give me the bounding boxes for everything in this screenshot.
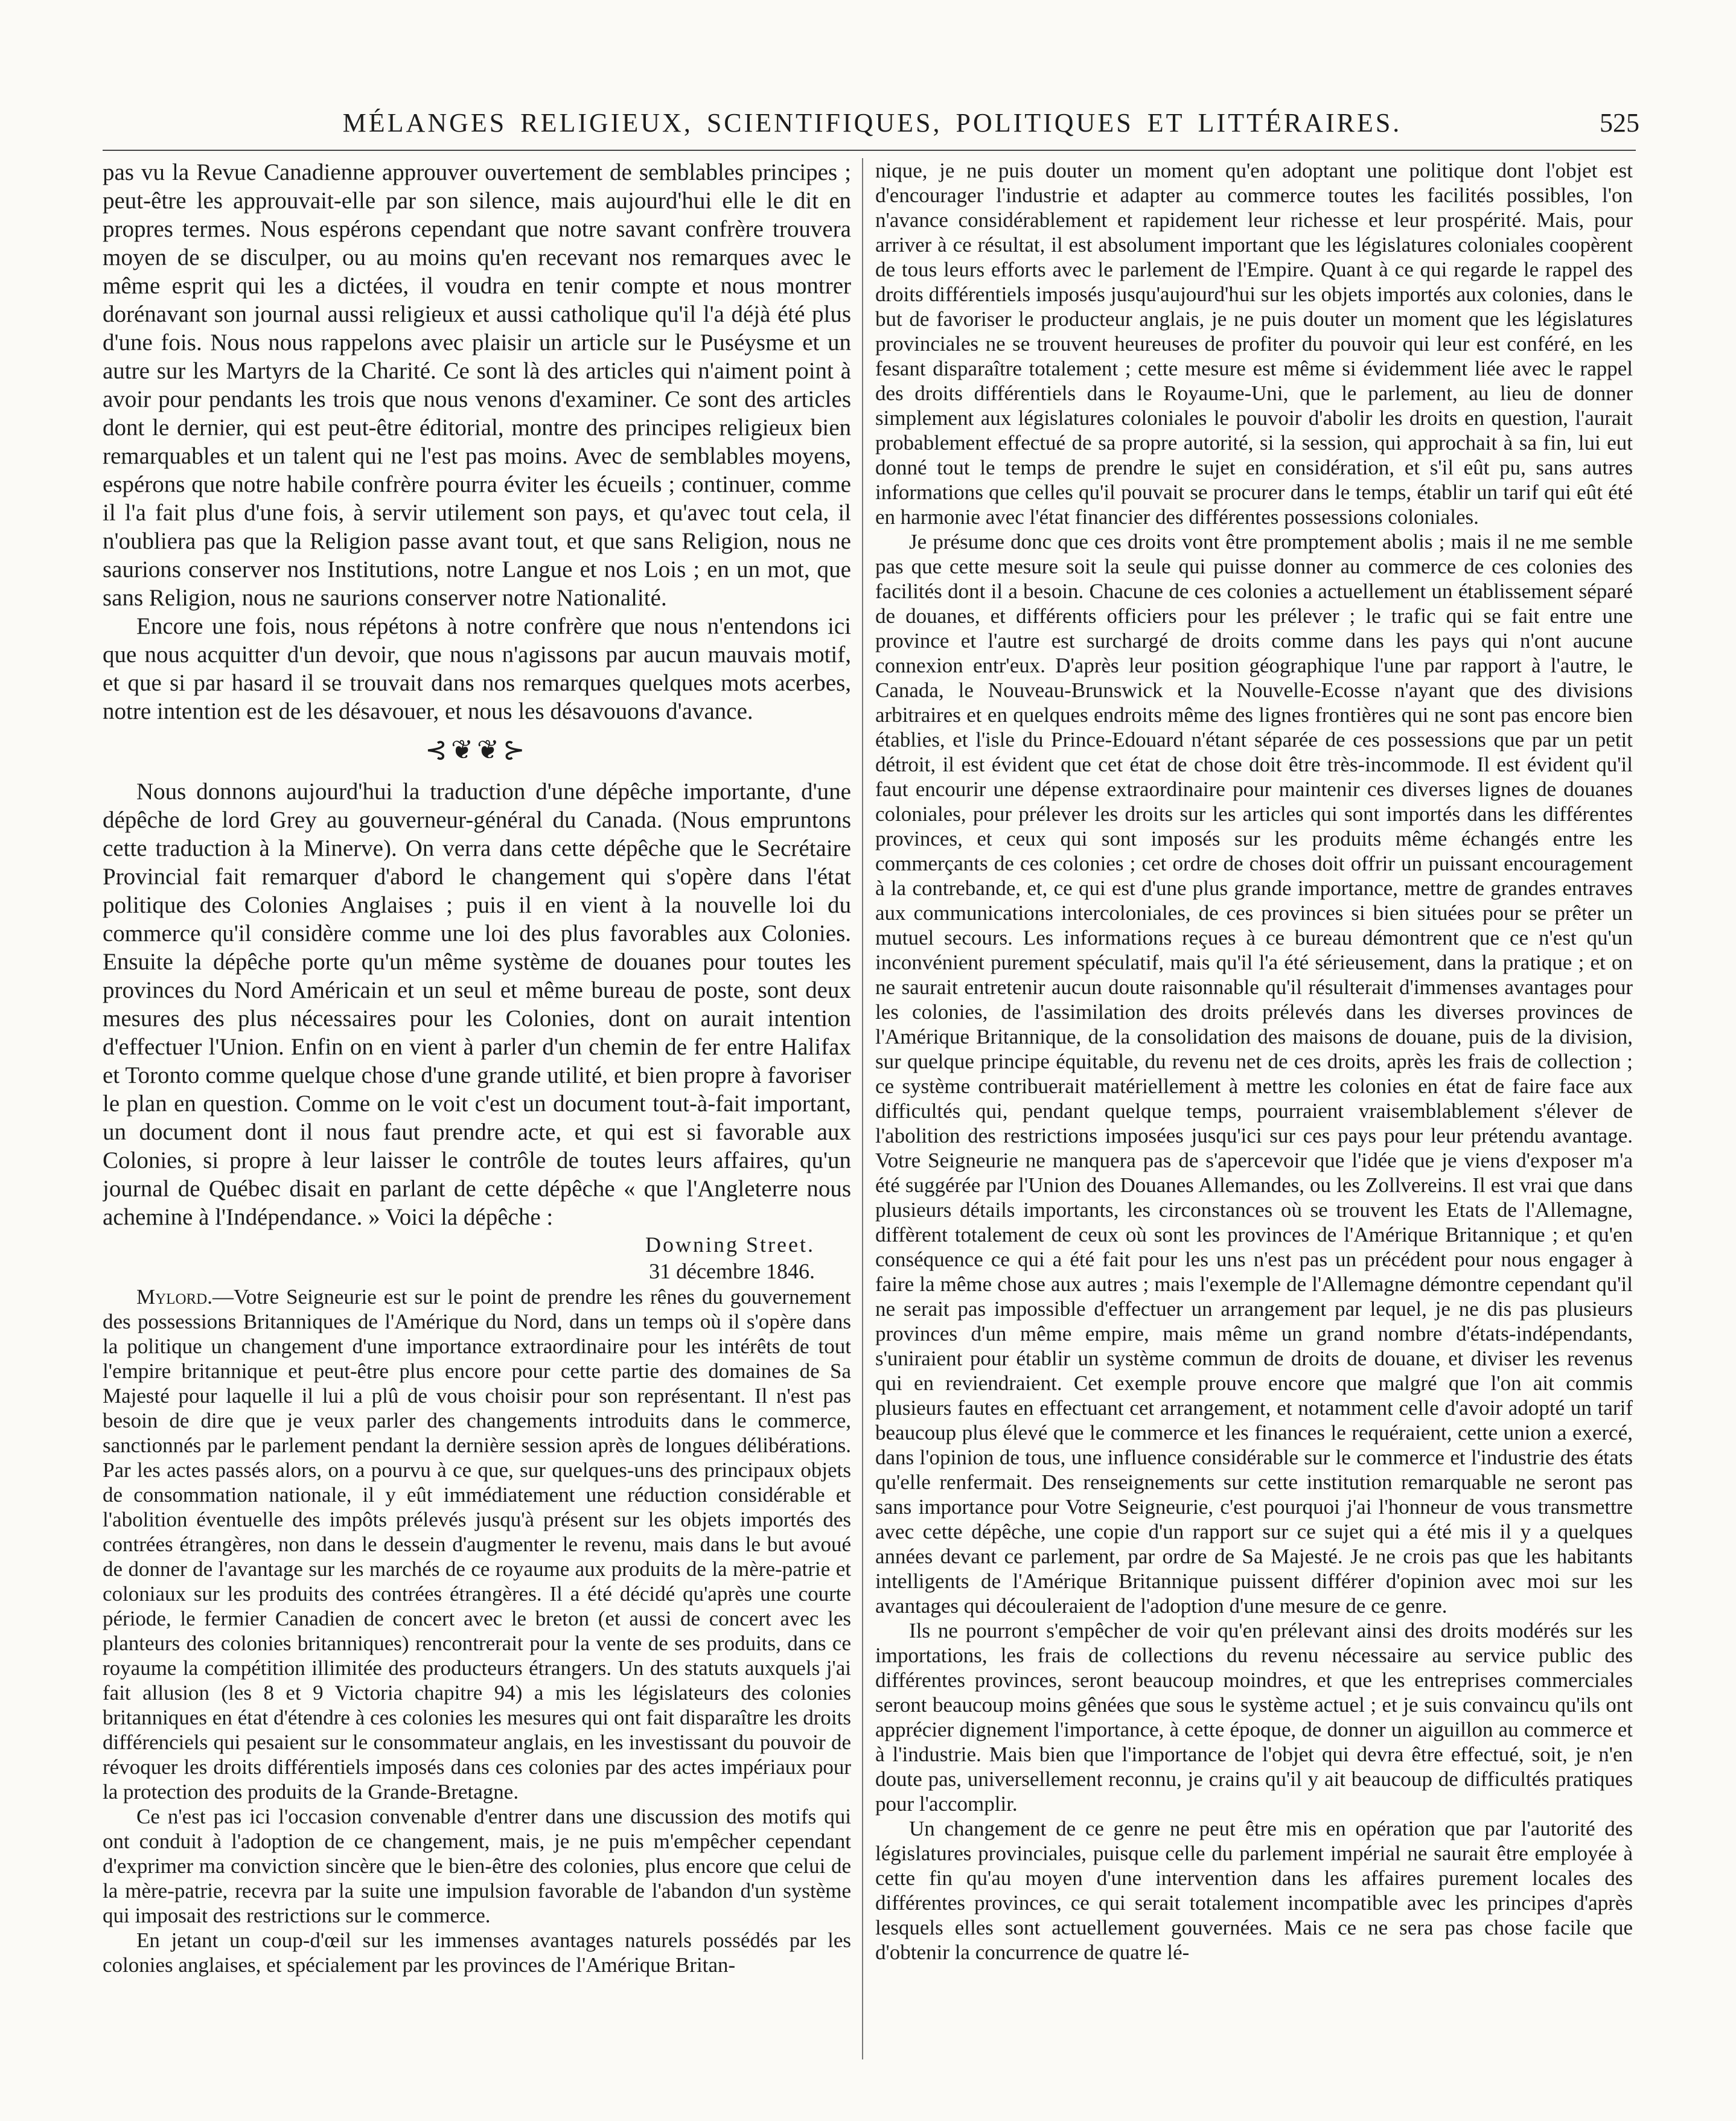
- right-column: [875, 158, 1633, 2059]
- dispatch-intro-paragraph: Nous donnons aujourd'hui la traduction d'une dépêche importante, d'une dépêche de lord Grey au gouverneur-général du Canada. (Nous empruntons cette traduction à la Minerve). On verra dans cette dépêche que le Secrétaire Provincial fait remarquer d'abord le changement qui s'opère dans l'état politique des Colonies Anglaises ; puis il en vient à la nouvelle loi du commerce qu'il considère comme une loi des plus favorables aux Colonies. Ensuite la dépêche porte qu'un même système de douanes pour toutes les provinces du Nord Américain et un seul et même bureau de poste, sont deux mesures des plus nécessaires pour les Colonies, dont on aurait intention d'effectuer l'Union. Enfin on en vient à parler d'un chemin de fer entre Halifax et Toronto comme quelque chose d'une grande utilité, et bien propre à favoriser le plan en question. Comme on le voit c'est un document tout-à-fait important, un document dont il nous faut prendre acte, et qui est si favorable aux Colonies, si propre à leur laisser le contrôle de toutes leurs affaires, qu'un journal de Québec disait en parlant de cette dépêche « que l'Angleterre nous achemine à l'Indépendance. » Voici la dépêche :: [103, 779, 851, 1230]
- letter-paragraph: Ce n'est pas ici l'occasion convenable d'entrer dans une discussion des motifs qui ont conduit à l'adoption de ce changement, mais, je ne puis m'empêcher cependant d'exprimer ma conviction sincère que le bien-être des colonies, plus encore que celui de la mère-patrie, recevra par la suite une impulsion favorable de l'abandon d'un système qui imposait des restrictions sur le commerce.: [103, 1805, 851, 1927]
- column-divider: [862, 158, 863, 2059]
- article-paragraph: pas vu la Revue Canadienne approuver ouvertement de semblables principes ; peut-être les approuvait-elle par son silence, mais aujourd'hui elle le dit en propres termes. Nous espérons cependant que notre savant confrère trouvera moyen de se disculper, ou au moins qu'en recevant nos remarques avec le même esprit qui les a dictées, il voudra en tenir compte et nous montrer dorénavant son journal aussi religieux et aussi catholique qu'il l'a déjà été plus d'une fois. Nous nous rappelons avec plaisir un article sur le Puséysme et un autre sur les Martyrs de la Charité. Ce sont là des articles qui n'aiment point à avoir pour pendants les trois que nous venons d'examiner. Ce sont des articles dont le dernier, qui est peut-être éditorial, montre des principes religieux bien remarquables et un talent qui ne l'est pas moins. Avec de semblables moyens, espérons que notre habile confrère pourra éviter les écueils ; continuer, comme il l'a fait plus d'une fois, à servir utilement son pays, et qu'avec tout cela, il n'oubliera pas que la Religion passe avant tout, et que sans Religion, nous ne saurions conserver nos Institutions, notre Langue et nos Lois ; en un mot, que sans Religion, nous ne saurions conserver notre Nationalité.: [103, 159, 851, 611]
- letter-paragraph: En jetant un coup-d'œil sur les immenses avantages naturels possédés par les colonies anglaises, et spécialement par les provinces de l'Amérique Britan-: [103, 1928, 851, 1977]
- dateline-place: Downing Street.: [645, 1233, 815, 1257]
- page-number: 525: [1600, 108, 1639, 138]
- salutation: Mylord.: [136, 1285, 212, 1309]
- section-ornament: ⊰❦❦⊱: [425, 735, 529, 765]
- running-title: MÉLANGES RELIGIEUX, SCIENTIFIQUES, POLITIQUES ET LITTÉRAIRES.: [342, 108, 1402, 138]
- letter-paragraph: Je présume donc que ces droits vont être promptement abolis ; mais il ne me semble pas que cette mesure soit la seule qui puisse donner au commerce de ces colonies des facilités dont il a besoin. Chacune de ces colonies a actuellement un établissement séparé de douanes, et différents officiers pour les prélever ; le trafic qui se fait entre une province et l'autre est surchargé de droits comme dans les pays qui n'ont aucune connexion entr'eux. D'après leur position géographique l'une par rapport à l'autre, le Canada, le Nouveau-Brunswick et la Nouvelle-Ecosse n'ayant que des divisions arbitraires et en quelques endroits même des lignes frontières qui ne sont pas encore bien établies, et l'isle du Prince-Edouard n'étant séparée de ces possessions que par un petit détroit, il est évident que cet état de chose doit être très-incommode. Il est évident qu'il faut encourir une dépense extraordinaire pour maintenir ces diverses lignes de douanes coloniales, pour prélever les droits sur les articles qui sont importés dans les différentes provinces, et ceux qui sont imposés sur les produits même échangés entre les commerçants de ces colonies ; cet ordre de choses doit offrir un puissant encouragement à la contrebande, et, ce qui est d'une plus grande importance, mettre de grandes entraves aux communications intercoloniales, de ces provinces si bien situées pour se prêter un mutuel secours. Les informations reçues à ce bureau démontrent que ce n'est qu'un inconvénient purement spéculatif, mais qu'il l'a été sérieusement, dans la pratique ; et on ne saurait entretenir aucun doute raisonnable qu'il résulterait d'immenses avantages pour les colonies, de l'assimilation des droits prélevés dans les diverses provinces de l'Amérique Britannique, de la consolidation des maisons de douane, puis de la division, sur quelque principe équitable, du revenu net de ces droits, après les frais de collection ; ce système contribuerait matériellement à mettre les colonies en état de faire face aux difficultés qui, pendant quelque temps, pourraient vraisemblablement s'élever de l'abolition des restrictions imposées jusqu'ici sur ces pays pour leur prétendu avantage. Votre Seigneurie ne manquera pas de s'apercevoir que l'idée que je viens d'exposer m'a été suggérée par l'Union des Douanes Allemandes, ou les Zollvereins. Il est vrai que dans plusieurs détails importants, les circonstances où se trouvent les Etats de l'Allemagne, diffèrent totalement de ceux où sont les provinces de l'Amérique Britannique ; et qu'en conséquence ce qui a été fait pour les uns n'est pas un précédent pour nous engager à faire la même chose aux autres ; mais l'exemple de l'Allemagne démontre cependant qu'il ne serait pas impossible d'effectuer un arrangement par lequel, je ne dis pas plusieurs provinces d'un même empire, mais même un grand nombre d'états-indépendants, s'uniraient pour établir un système commun de droits de douane, et diviser les revenus qui en reviendraient. Cet exemple prouve encore que malgré que l'on ait commis plusieurs fautes en effectuant cet arrangement, et notamment celle d'avoir adopté un tarif beaucoup plus élevé que le commerce et les finances le requéraient, cette union a exercé, dans l'opinion de tous, une influence considérable sur le commerce et l'industrie des états qu'elle renfermait. Des renseignements sur cette institution remarquable ne seront pas sans importance pour Votre Seigneurie, c'est pourquoi j'ai l'honneur de vous transmettre avec cette dépêche, une copie d'un rapport sur ce sujet qui a été mis il y a quelques années devant ce parlement, par ordre de Sa Majesté. Je ne crois pas que les habitants intelligents de l'Amérique Britannique puissent différer d'opinion avec moi sur les avantages qui découleraient de l'adoption d'une mesure de ce genre.: [875, 530, 1633, 1618]
- letter-paragraph: Un changement de ce genre ne peut être mis en opération que par l'autorité des législatures provinciales, puisque celle du parlement impérial ne saurait être employée à cette fin qu'au moyen d'une intervention dans les affaires purement locales des différentes provinces, ce qui serait totalement incompatible avec les principes d'après lesquels elles sont actuellement gouvernées. Mais ce ne sera pas chose facile que d'obtenir la concurrence de quatre lé-: [875, 1817, 1633, 1964]
- letter-paragraph: Ils ne pourront s'empêcher de voir qu'en prélevant ainsi des droits modérés sur les importations, les frais de collections du revenu nécessaire au service public des différentes provinces, seront beaucoup moindres, et que les entreprises commerciales seront beaucoup moins gênées que sous le système actuel ; et je suis convaincu qu'ils ont apprécier dignement l'importance, à cette époque, de donner un aiguillon au commerce et à l'industrie. Mais bien que l'importance de l'objet qui devra être effectué, soit, je n'en doute pas, universellement reconnu, je crains qu'il y ait beaucoup de difficultés pratiques pour l'accomplir.: [875, 1619, 1633, 1816]
- article-paragraph: Encore une fois, nous répétons à notre confrère que nous n'entendons ici que nous acquitter d'un devoir, que nous n'agissons par aucun mauvais motif, et que si par hasard il se trouvait dans nos remarques quelques mots acerbes, notre intention est de les désavouer, et nous les désavouons d'avance.: [103, 613, 851, 724]
- letter-paragraph: nique, je ne puis douter un moment qu'en adoptant une politique dont l'objet est d'encourager l'industrie et adapter au commerce toutes les facilités possibles, l'on n'avance considérablement et rapidement leur richesse et leur prospérité. Mais, pour arriver à ce résultat, il est absolument important que les législatures coloniales coopèrent de tous leurs efforts avec le parlement de l'Empire. Quant à ce qui regarde le rappel des droits différentiels imposés jusqu'aujourd'hui sur les objets importés aux colonies, dans le but de favoriser le producteur anglais, je ne puis douter un moment que les législatures provinciales ne se trouvent heureuses de profiter du pouvoir qui leur est conféré, en les fesant disparaître totalement ; cette mesure est même si évidemment liée avec le rappel des droits différentiels dans le Royaume-Uni, que le parlement, au lieu de donner simplement aux législatures coloniales le pouvoir d'abolir les droits en question, l'aurait probablement effectué de sa propre autorité, si la session, qui approchait à sa fin, lui eut donné tout le temps de prendre le sujet en considération, et s'il eût pu, sans autres informations que celles qu'il pouvait se procurer dans le temps, établir un tarif qui eût été en harmonie avec l'état financier des différentes possessions coloniales.: [875, 159, 1633, 529]
- header-rule: [103, 150, 1636, 151]
- dateline: [103, 1231, 851, 1284]
- letter-text: —Votre Seigneurie est sur le point de prendre les rênes du gouvernement des possessions Britanniques de l'Amérique du Nord, dans un temps où il s'opère dans la politique un changement d'une importance extraordinaire pour les intérêts de tout l'empire britannique et peut-être plus encore pour cette partie des domaines de Sa Majesté pour laquelle il lui a plû de vous choisir pour son représentant. Il n'est pas besoin de dire que je veux parler des changements introduits dans le commerce, sanctionnés par le parlement pendant la dernière session après de longues délibérations. Par les actes passés alors, on a pourvu à ce que, sur quelques-uns des principaux objets de consommation nationale, il y eût immédiatement une réduction considérable et l'abolition éventuelle des impôts prélevés jusqu'à présent sur les objets importés des contrées étrangères, non dans le dessein d'augmenter le revenu, mais dans le but avoué de donner de l'avantage sur les marchés de ce royaume aux produits de la mère-patrie et coloniaux sur les produits des contrées étrangères. Il a été décidé qu'après une courte période, le fermier Canadien de concert avec le breton (et aussi de concert avec les planteurs des colonies britanniques) rencontrerait pour la vente de ses produits, dans ce royaume la compétition illimitée des producteurs étrangers. Un des statuts auxquels j'ai fait allusion (les 8 et 9 Victoria chapitre 94) a mis les législateurs des colonies britanniques en état d'étendre à ces colonies les mesures qui ont fait disparaître les droits différenciels qui pesaient sur le consommateur anglais, en les investissant du pouvoir de révoquer les droits différentiels imposés dans ces colonies par des actes impériaux pour la protection des produits de la Grande-Bretagne.: [103, 1285, 851, 1804]
- dateline-date: 31 décembre 1846.: [649, 1259, 815, 1283]
- letter-paragraph: [103, 1284, 851, 1804]
- left-column: [103, 158, 851, 2059]
